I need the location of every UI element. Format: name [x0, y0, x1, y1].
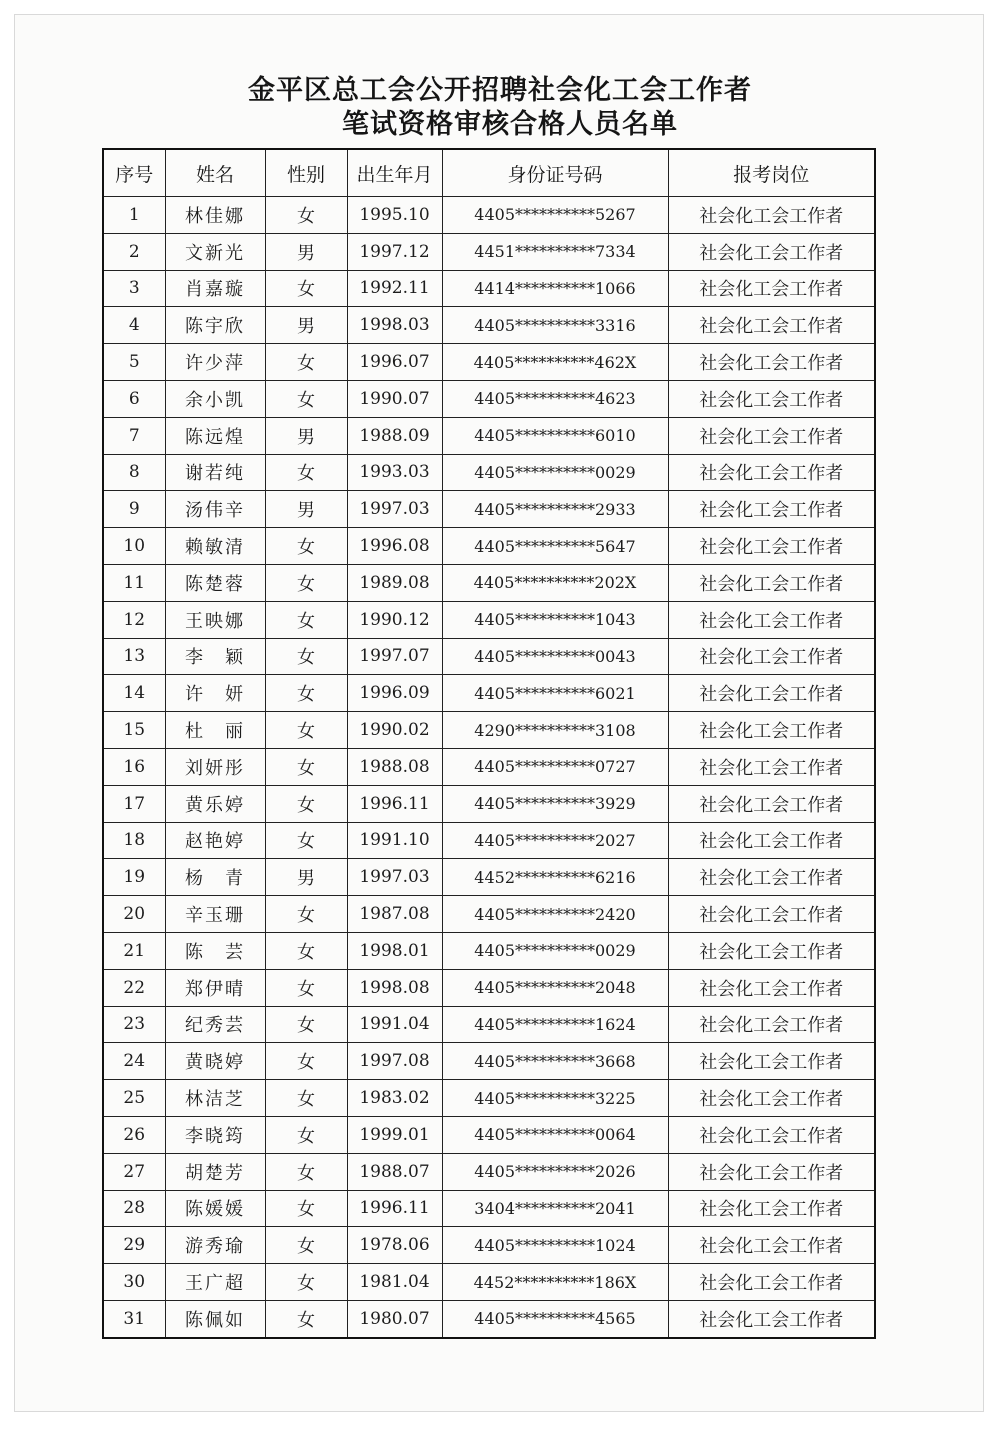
- candidate-table: [102, 148, 876, 1339]
- cell-gender: 女: [265, 1190, 347, 1227]
- cell-position: 社会化工会工作者: [668, 748, 875, 785]
- cell-index: 28: [103, 1190, 165, 1227]
- table-row: [103, 417, 875, 454]
- cell-birth: 1996.09: [347, 675, 442, 712]
- cell-index: 30: [103, 1264, 165, 1301]
- cell-index: 26: [103, 1116, 165, 1153]
- cell-birth: 1996.11: [347, 1190, 442, 1227]
- cell-index: 13: [103, 638, 165, 675]
- cell-position: 社会化工会工作者: [668, 233, 875, 270]
- cell-position: 社会化工会工作者: [668, 380, 875, 417]
- cell-name: 陈 芸: [165, 932, 265, 969]
- cell-position: 社会化工会工作者: [668, 675, 875, 712]
- cell-id-number: 4405**********6021: [442, 675, 668, 712]
- cell-id-number: 4405**********2933: [442, 491, 668, 528]
- cell-name: 黄晓婷: [165, 1043, 265, 1080]
- table-row: [103, 491, 875, 528]
- cell-id-number: 4405**********462X: [442, 344, 668, 381]
- cell-name: 杨 青: [165, 859, 265, 896]
- cell-id-number: 4405**********202X: [442, 564, 668, 601]
- cell-id-number: 4405**********0064: [442, 1116, 668, 1153]
- cell-gender: 女: [265, 896, 347, 933]
- cell-birth: 1980.07: [347, 1300, 442, 1337]
- table-row: [103, 1116, 875, 1153]
- table-row: [103, 528, 875, 565]
- cell-name: 王广超: [165, 1264, 265, 1301]
- cell-name: 陈远煌: [165, 417, 265, 454]
- cell-name: 陈宇欣: [165, 307, 265, 344]
- cell-position: 社会化工会工作者: [668, 1153, 875, 1190]
- cell-gender: 女: [265, 1227, 347, 1264]
- cell-birth: 1990.12: [347, 601, 442, 638]
- title-line-1: 金平区总工会公开招聘社会化工会工作者: [248, 75, 752, 106]
- cell-position: 社会化工会工作者: [668, 528, 875, 565]
- cell-index: 14: [103, 675, 165, 712]
- cell-position: 社会化工会工作者: [668, 454, 875, 491]
- cell-gender: 女: [265, 601, 347, 638]
- table-row: [103, 380, 875, 417]
- cell-index: 10: [103, 528, 165, 565]
- cell-name: 辛玉珊: [165, 896, 265, 933]
- candidate-table-container: [102, 148, 874, 1339]
- cell-position: 社会化工会工作者: [668, 712, 875, 749]
- table-row: [103, 859, 875, 896]
- cell-name: 王映娜: [165, 601, 265, 638]
- cell-index: 2: [103, 233, 165, 270]
- table-row: [103, 344, 875, 381]
- cell-gender: 女: [265, 344, 347, 381]
- cell-index: 17: [103, 785, 165, 822]
- cell-id-number: 4405**********0029: [442, 932, 668, 969]
- cell-position: 社会化工会工作者: [668, 307, 875, 344]
- table-row: [103, 748, 875, 785]
- title-line-2: 笔试资格审核合格人员名单: [342, 109, 678, 140]
- cell-birth: 1996.08: [347, 528, 442, 565]
- table-row: [103, 1006, 875, 1043]
- header-position: 报考岗位: [668, 149, 875, 197]
- cell-id-number: 4405**********2027: [442, 822, 668, 859]
- table-row: [103, 822, 875, 859]
- cell-index: 9: [103, 491, 165, 528]
- cell-id-number: 4405**********0043: [442, 638, 668, 675]
- table-row: [103, 1080, 875, 1117]
- cell-name: 谢若纯: [165, 454, 265, 491]
- cell-gender: 男: [265, 859, 347, 896]
- cell-gender: 女: [265, 380, 347, 417]
- cell-index: 12: [103, 601, 165, 638]
- table-row: [103, 601, 875, 638]
- cell-name: 陈楚蓉: [165, 564, 265, 601]
- cell-id-number: 4405**********5647: [442, 528, 668, 565]
- cell-birth: 1997.12: [347, 233, 442, 270]
- cell-index: 25: [103, 1080, 165, 1117]
- cell-gender: 男: [265, 417, 347, 454]
- cell-id-number: 4405**********3668: [442, 1043, 668, 1080]
- cell-birth: 1997.08: [347, 1043, 442, 1080]
- cell-position: 社会化工会工作者: [668, 822, 875, 859]
- cell-position: 社会化工会工作者: [668, 417, 875, 454]
- cell-index: 18: [103, 822, 165, 859]
- cell-position: 社会化工会工作者: [668, 197, 875, 234]
- cell-birth: 1989.08: [347, 564, 442, 601]
- cell-gender: 女: [265, 785, 347, 822]
- table-row: [103, 454, 875, 491]
- cell-name: 肖嘉璇: [165, 270, 265, 307]
- cell-name: 林佳娜: [165, 197, 265, 234]
- cell-gender: 女: [265, 1264, 347, 1301]
- table-row: [103, 675, 875, 712]
- cell-name: 余小凯: [165, 380, 265, 417]
- table-row: [103, 307, 875, 344]
- cell-index: 7: [103, 417, 165, 454]
- cell-birth: 1990.07: [347, 380, 442, 417]
- cell-position: 社会化工会工作者: [668, 1080, 875, 1117]
- cell-birth: 1998.01: [347, 932, 442, 969]
- cell-index: 4: [103, 307, 165, 344]
- cell-birth: 1988.08: [347, 748, 442, 785]
- cell-birth: 1988.09: [347, 417, 442, 454]
- cell-name: 李晓筠: [165, 1116, 265, 1153]
- cell-birth: 1988.07: [347, 1153, 442, 1190]
- cell-index: 22: [103, 969, 165, 1006]
- cell-gender: 女: [265, 197, 347, 234]
- cell-birth: 1992.11: [347, 270, 442, 307]
- cell-gender: 女: [265, 748, 347, 785]
- cell-position: 社会化工会工作者: [668, 1300, 875, 1337]
- cell-position: 社会化工会工作者: [668, 1043, 875, 1080]
- header-name: 姓名: [165, 149, 265, 197]
- cell-name: 赖敏清: [165, 528, 265, 565]
- cell-gender: 女: [265, 712, 347, 749]
- cell-id-number: 4405**********6010: [442, 417, 668, 454]
- cell-birth: 1981.04: [347, 1264, 442, 1301]
- cell-birth: 1978.06: [347, 1227, 442, 1264]
- cell-index: 5: [103, 344, 165, 381]
- cell-birth: 1987.08: [347, 896, 442, 933]
- table-row: [103, 712, 875, 749]
- cell-name: 纪秀芸: [165, 1006, 265, 1043]
- cell-name: 刘妍彤: [165, 748, 265, 785]
- cell-gender: 女: [265, 1006, 347, 1043]
- table-header-row: [103, 149, 875, 197]
- table-row: [103, 1300, 875, 1337]
- cell-birth: 1991.10: [347, 822, 442, 859]
- cell-position: 社会化工会工作者: [668, 1190, 875, 1227]
- table-row: [103, 1153, 875, 1190]
- cell-position: 社会化工会工作者: [668, 564, 875, 601]
- header-index: 序号: [103, 149, 165, 197]
- cell-index: 21: [103, 932, 165, 969]
- cell-id-number: 4405**********3316: [442, 307, 668, 344]
- cell-birth: 1997.07: [347, 638, 442, 675]
- cell-id-number: 4290**********3108: [442, 712, 668, 749]
- cell-id-number: 4451**********7334: [442, 233, 668, 270]
- cell-name: 赵艳婷: [165, 822, 265, 859]
- table-row: [103, 969, 875, 1006]
- cell-id-number: 4452**********186X: [442, 1264, 668, 1301]
- cell-id-number: 4452**********6216: [442, 859, 668, 896]
- cell-id-number: 4405**********2420: [442, 896, 668, 933]
- cell-position: 社会化工会工作者: [668, 932, 875, 969]
- cell-id-number: 4405**********3929: [442, 785, 668, 822]
- cell-index: 24: [103, 1043, 165, 1080]
- cell-gender: 女: [265, 1116, 347, 1153]
- cell-gender: 女: [265, 270, 347, 307]
- cell-birth: 1997.03: [347, 859, 442, 896]
- cell-index: 8: [103, 454, 165, 491]
- cell-gender: 女: [265, 1153, 347, 1190]
- cell-index: 19: [103, 859, 165, 896]
- table-row: [103, 896, 875, 933]
- table-row: [103, 638, 875, 675]
- cell-id-number: 4405**********0029: [442, 454, 668, 491]
- cell-gender: 女: [265, 1080, 347, 1117]
- cell-gender: 女: [265, 638, 347, 675]
- cell-gender: 女: [265, 1043, 347, 1080]
- cell-index: 15: [103, 712, 165, 749]
- table-row: [103, 197, 875, 234]
- cell-gender: 男: [265, 307, 347, 344]
- header-gender: 性别: [265, 149, 347, 197]
- cell-index: 1: [103, 197, 165, 234]
- cell-birth: 1997.03: [347, 491, 442, 528]
- cell-gender: 女: [265, 969, 347, 1006]
- table-row: [103, 932, 875, 969]
- cell-birth: 1996.11: [347, 785, 442, 822]
- cell-gender: 男: [265, 491, 347, 528]
- table-row: [103, 564, 875, 601]
- cell-index: 3: [103, 270, 165, 307]
- cell-birth: 1996.07: [347, 344, 442, 381]
- table-row: [103, 1190, 875, 1227]
- cell-gender: 男: [265, 233, 347, 270]
- cell-position: 社会化工会工作者: [668, 896, 875, 933]
- cell-id-number: 3404**********2041: [442, 1190, 668, 1227]
- cell-index: 16: [103, 748, 165, 785]
- cell-gender: 女: [265, 675, 347, 712]
- cell-position: 社会化工会工作者: [668, 859, 875, 896]
- cell-id-number: 4414**********1066: [442, 270, 668, 307]
- cell-id-number: 4405**********1043: [442, 601, 668, 638]
- cell-index: 31: [103, 1300, 165, 1337]
- cell-birth: 1995.10: [347, 197, 442, 234]
- header-birth: 出生年月: [347, 149, 442, 197]
- cell-name: 杜 丽: [165, 712, 265, 749]
- cell-position: 社会化工会工作者: [668, 1006, 875, 1043]
- cell-id-number: 4405**********0727: [442, 748, 668, 785]
- cell-id-number: 4405**********3225: [442, 1080, 668, 1117]
- cell-name: 游秀瑜: [165, 1227, 265, 1264]
- cell-position: 社会化工会工作者: [668, 1264, 875, 1301]
- cell-birth: 1993.03: [347, 454, 442, 491]
- cell-position: 社会化工会工作者: [668, 1227, 875, 1264]
- cell-name: 胡楚芳: [165, 1153, 265, 1190]
- cell-name: 郑伊晴: [165, 969, 265, 1006]
- cell-birth: 1991.04: [347, 1006, 442, 1043]
- cell-birth: 1998.03: [347, 307, 442, 344]
- cell-birth: 1998.08: [347, 969, 442, 1006]
- cell-id-number: 4405**********4565: [442, 1300, 668, 1337]
- cell-name: 林洁芝: [165, 1080, 265, 1117]
- cell-position: 社会化工会工作者: [668, 785, 875, 822]
- cell-gender: 女: [265, 454, 347, 491]
- cell-birth: 1990.02: [347, 712, 442, 749]
- table-row: [103, 1264, 875, 1301]
- cell-name: 黄乐婷: [165, 785, 265, 822]
- table-row: [103, 270, 875, 307]
- header-id-number: 身份证号码: [442, 149, 668, 197]
- cell-position: 社会化工会工作者: [668, 270, 875, 307]
- cell-index: 23: [103, 1006, 165, 1043]
- cell-id-number: 4405**********2026: [442, 1153, 668, 1190]
- cell-name: 陈佩如: [165, 1300, 265, 1337]
- table-row: [103, 785, 875, 822]
- cell-position: 社会化工会工作者: [668, 1116, 875, 1153]
- cell-gender: 女: [265, 528, 347, 565]
- cell-name: 汤伟辛: [165, 491, 265, 528]
- cell-index: 6: [103, 380, 165, 417]
- cell-name: 许 妍: [165, 675, 265, 712]
- cell-id-number: 4405**********1624: [442, 1006, 668, 1043]
- cell-name: 文新光: [165, 233, 265, 270]
- cell-position: 社会化工会工作者: [668, 969, 875, 1006]
- table-row: [103, 1227, 875, 1264]
- cell-gender: 女: [265, 822, 347, 859]
- table-row: [103, 1043, 875, 1080]
- cell-gender: 女: [265, 564, 347, 601]
- cell-birth: 1999.01: [347, 1116, 442, 1153]
- cell-name: 李 颖: [165, 638, 265, 675]
- cell-gender: 女: [265, 932, 347, 969]
- cell-gender: 女: [265, 1300, 347, 1337]
- cell-id-number: 4405**********2048: [442, 969, 668, 1006]
- cell-position: 社会化工会工作者: [668, 344, 875, 381]
- cell-index: 20: [103, 896, 165, 933]
- document-title: [0, 74, 1000, 142]
- cell-index: 11: [103, 564, 165, 601]
- cell-index: 29: [103, 1227, 165, 1264]
- cell-id-number: 4405**********1024: [442, 1227, 668, 1264]
- cell-position: 社会化工会工作者: [668, 491, 875, 528]
- cell-name: 陈媛媛: [165, 1190, 265, 1227]
- table-body: [103, 197, 875, 1338]
- cell-id-number: 4405**********5267: [442, 197, 668, 234]
- cell-position: 社会化工会工作者: [668, 601, 875, 638]
- cell-index: 27: [103, 1153, 165, 1190]
- cell-birth: 1983.02: [347, 1080, 442, 1117]
- cell-position: 社会化工会工作者: [668, 638, 875, 675]
- table-row: [103, 233, 875, 270]
- cell-name: 许少萍: [165, 344, 265, 381]
- cell-id-number: 4405**********4623: [442, 380, 668, 417]
